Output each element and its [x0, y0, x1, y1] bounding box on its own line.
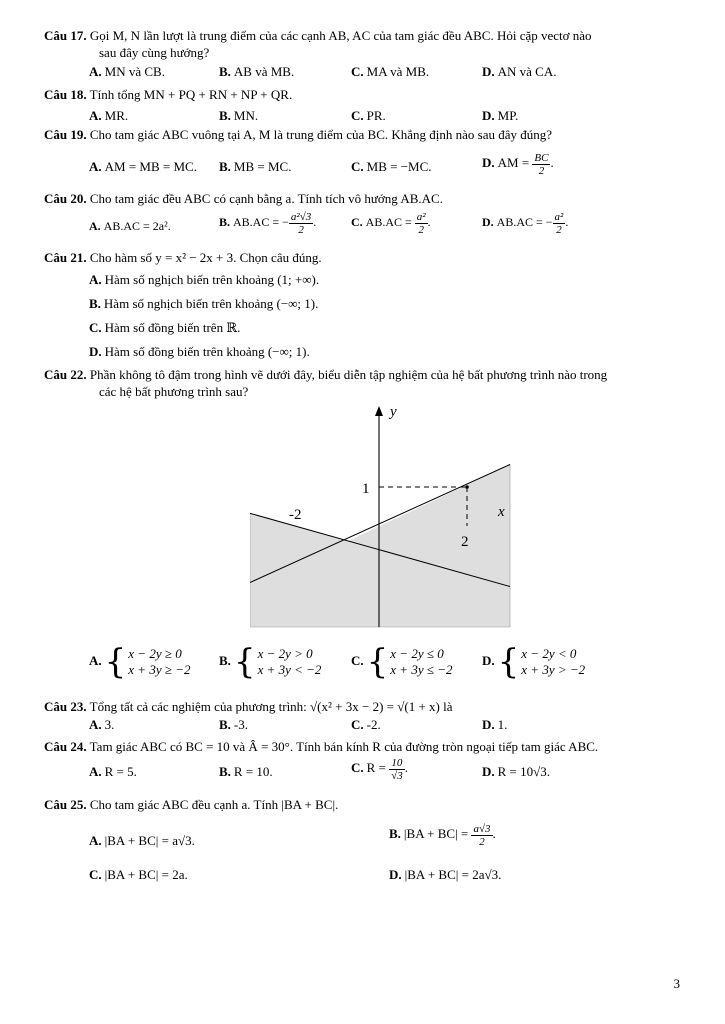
- question-number: Câu 17.: [44, 28, 87, 43]
- option-d: R = 10√3.: [497, 764, 551, 779]
- question-stem: Cho hàm số y = x² − 2x + 3. Chọn câu đúng.: [89, 250, 322, 265]
- question-number: Câu 20.: [44, 191, 87, 206]
- question-number: Câu 21.: [44, 250, 87, 265]
- option-a: 3.: [104, 717, 115, 732]
- option-d-row: D. Hàm số đồng biến trên khoảng (−∞; 1).: [89, 344, 310, 359]
- y-axis-arrow: [375, 406, 383, 416]
- option-c: R = $\frac{10}{√3}$ .: [366, 757, 408, 782]
- question-stem: Cho tam giác đều ABC có cạnh bằng a. Tính tích vô hướng AB.AC.: [89, 191, 443, 206]
- option-b: MB = MC.: [233, 159, 292, 174]
- point-2-1: [465, 485, 469, 489]
- question-number: Câu 19.: [44, 127, 87, 142]
- fraction: $\frac{\text{a²√3}}{2}$: [290, 211, 312, 236]
- question-19-options: A. AM = MB = MC. B. MB = MC. C. MB = −MC. D. AM = $\frac{BC}{2}$ .: [89, 152, 554, 177]
- question-stem: Cho tam giác ABC vuông tại A, M là trung điểm của BC. Khẳng định nào sau đây đúng?: [89, 127, 553, 142]
- question-stem-continued: các hệ bất phương trình sau?: [99, 384, 249, 399]
- option-a: MR.: [104, 108, 129, 123]
- option-b: { x − 2y > 0 x + 3y < −2: [233, 642, 322, 682]
- x-label: x: [498, 504, 505, 520]
- option-c-row: C. Hàm số đồng biến trên ℝ.: [89, 320, 241, 335]
- question-19: [44, 126, 684, 143]
- option-d: Hàm số đồng biến trên khoảng (−∞; 1).: [104, 344, 310, 359]
- option-c: |BA + BC| = 2a.: [104, 867, 188, 882]
- question-stem: Gọi M, N lần lượt là trung điểm của các cạnh AB, AC của tam giác đều ABC. Hỏi cặp vectơ nào: [89, 28, 592, 43]
- question-stem-continued: sau đây cùng hướng?: [99, 45, 210, 60]
- option-b: AB và MB.: [233, 64, 295, 79]
- question-25: [44, 796, 684, 813]
- option-d: AN và CA.: [497, 64, 557, 79]
- option-b: -3.: [233, 717, 249, 732]
- question-17: [44, 27, 684, 44]
- question-number: Câu 22.: [44, 367, 87, 382]
- option-c: { x − 2y ≤ 0 x + 3y ≤ −2: [366, 642, 453, 682]
- page-number: 3: [673, 976, 680, 991]
- option-d: MP.: [497, 108, 519, 123]
- inequality-graph: [250, 400, 520, 630]
- question-number: Câu 18.: [44, 87, 87, 102]
- question-22: [44, 366, 684, 383]
- fraction: $\frac{BC}{2}$: [534, 152, 549, 177]
- option-a: R = 5.: [104, 764, 137, 779]
- option-a: AM = MB = MC.: [104, 159, 197, 174]
- option-b: R = 10.: [233, 764, 273, 779]
- question-stem: Phần không tô đậm trong hình vẽ dưới đây, biểu diễn tập nghiệm của hệ bất phương trình nào trong: [89, 367, 608, 382]
- option-d: AM = $\frac{BC}{2}$ .: [497, 152, 554, 177]
- question-17-options: A. MN và CB. B. AB và MB. C. MA và MB. D. AN và CA.: [89, 64, 557, 79]
- tick-minus-2: -2: [289, 507, 302, 523]
- option-a: { x − 2y ≥ 0 x + 3y ≥ −2: [104, 642, 191, 682]
- question-20: [44, 190, 684, 207]
- option-d: { x − 2y < 0 x + 3y > −2: [497, 642, 586, 682]
- tick-1: 1: [362, 481, 370, 497]
- option-c: MA và MB.: [366, 64, 430, 79]
- question-21: [44, 249, 684, 266]
- option-d: AB.AC = − $\frac{\text{a²}}{2}$ .: [496, 211, 569, 236]
- question-23-options: A. 3. B. -3. C. -2. D. 1.: [89, 717, 508, 732]
- question-18-options: A. MR. B. MN. C. PR. D. MP.: [89, 108, 519, 123]
- question-18: [44, 86, 684, 103]
- option-a: Hàm số nghịch biến trên khoảng (1; +∞).: [104, 272, 320, 287]
- option-b: AB.AC = − $\frac{\text{a²√3}}{2}$ .: [233, 211, 317, 236]
- question-24-options: A. R = 5. B. R = 10. C. R = $\frac{10}{√3}$ . D. R = 10√3.: [89, 757, 551, 782]
- option-c: Hàm số đồng biến trên ℝ.: [104, 320, 241, 335]
- option-d: 1.: [497, 717, 508, 732]
- fraction: $\frac{a√3}{2}$: [473, 823, 491, 848]
- option-a-row: A. Hàm số nghịch biến trên khoảng (1; +∞).: [89, 272, 320, 287]
- question-number: Câu 25.: [44, 797, 87, 812]
- option-a: MN và CB.: [104, 64, 165, 79]
- question-25-options-row2: C. |BA + BC| = 2a. D. |BA + BC| = 2a√3.: [89, 867, 502, 882]
- option-c: PR.: [366, 108, 386, 123]
- option-a: |BA + BC| = a√3.: [104, 833, 195, 848]
- fraction: $\frac{10}{√3}$: [391, 757, 403, 782]
- option-c: -2.: [366, 717, 381, 732]
- option-b: |BA + BC| = $\frac{a√3}{2}$ .: [403, 823, 496, 848]
- question-stem: Cho tam giác ABC đều cạnh a. Tính |BA + BC|.: [89, 797, 339, 812]
- option-a: AB.AC = 2a².: [103, 219, 171, 233]
- question-25-options-row1: A. |BA + BC| = a√3. B. |BA + BC| = $\frac{a√3}{2}$ .: [89, 823, 496, 848]
- y-label: y: [390, 404, 397, 420]
- fraction: $\frac{\text{a²}}{2}$: [416, 211, 426, 236]
- question-number: Câu 23.: [44, 699, 87, 714]
- fraction: $\frac{\text{a²}}{2}$: [554, 211, 564, 236]
- question-24: [44, 738, 684, 755]
- question-23: [44, 698, 684, 715]
- option-d: |BA + BC| = 2a√3.: [404, 867, 502, 882]
- question-22-options: A. { x − 2y ≥ 0 x + 3y ≥ −2 B. { x − 2y > 0 x + 3y < −2 C. { x − 2y ≤ 0 x + 3y ≤ −2 D. { x − 2y < 0 x + 3y > −2: [89, 642, 586, 682]
- question-20-options: A. AB.AC = 2a². B. AB.AC = − $\frac{\text{a²√3}}{2}$ . C. AB.AC = $\frac{\text{a²}}{2}$ . D. AB.AC = − $\frac{\text{a²}}{2}$ .: [89, 211, 569, 236]
- option-b-row: B. Hàm số nghịch biến trên khoảng (−∞; 1).: [89, 296, 319, 311]
- shaded-region: [250, 465, 510, 628]
- tick-2: 2: [461, 534, 469, 550]
- option-b: Hàm số nghịch biến trên khoảng (−∞; 1).: [103, 296, 319, 311]
- option-c: AB.AC = $\frac{\text{a²}}{2}$ .: [365, 211, 431, 236]
- option-b: MN.: [233, 108, 259, 123]
- question-stem: Tam giác ABC có BC = 10 và Â = 30°. Tính bán kính R của đường tròn ngoại tiếp tam giác ABC.: [89, 739, 599, 754]
- question-stem: Tính tổng MN + PQ + RN + NP + QR.: [89, 87, 293, 102]
- question-number: Câu 24.: [44, 739, 87, 754]
- option-c: MB = −MC.: [366, 159, 432, 174]
- question-stem: Tổng tất cả các nghiệm của phương trình: √(x² + 3x − 2) = √(1 + x) là: [89, 699, 453, 714]
